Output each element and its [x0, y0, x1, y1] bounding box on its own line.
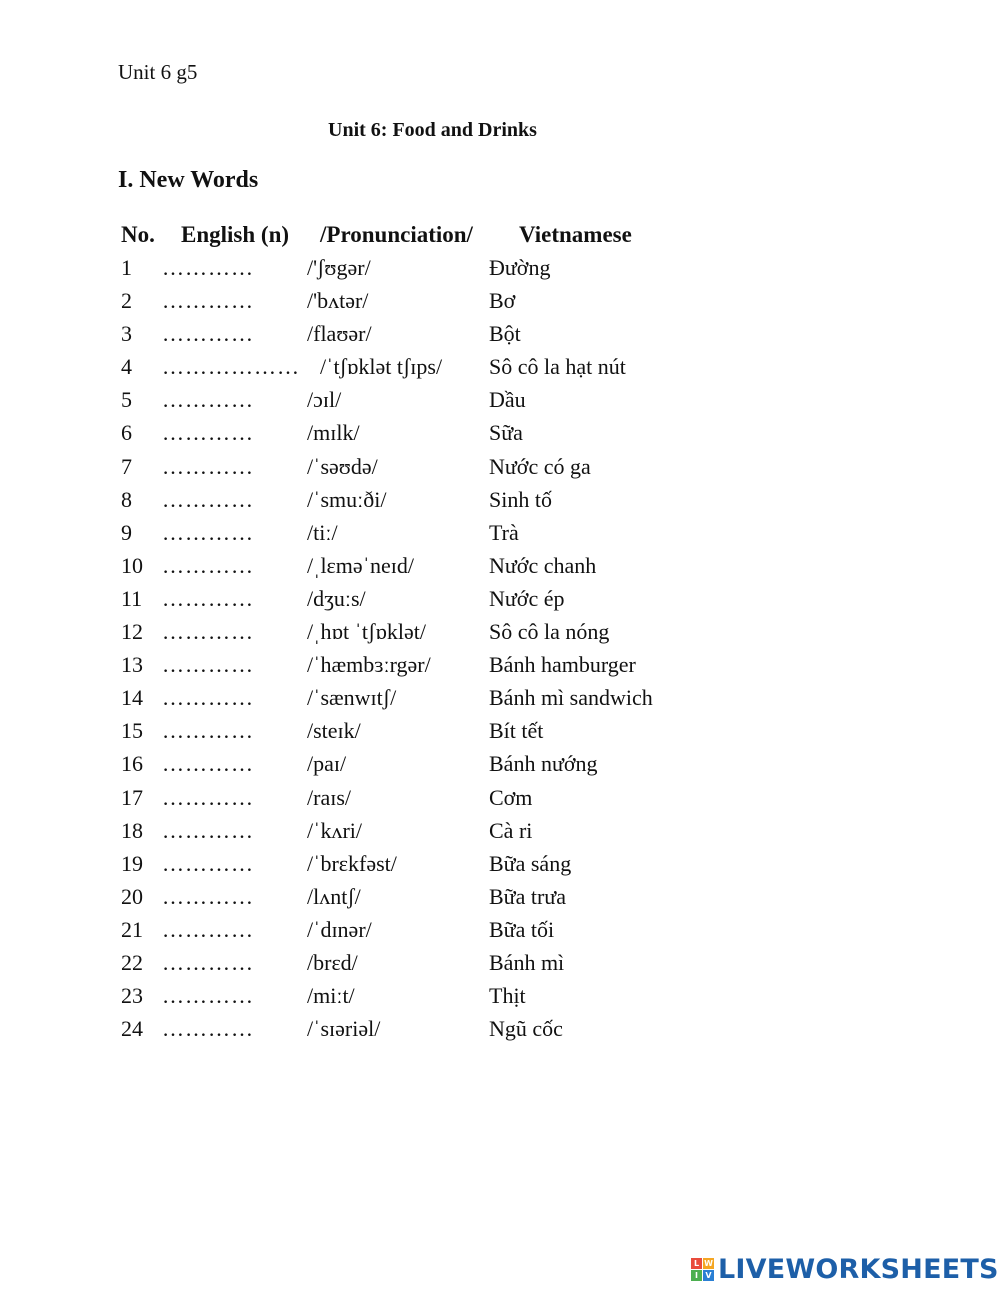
table-row: [0, 354, 1000, 387]
english-blank[interactable]: …………: [162, 916, 254, 942]
pronunciation: /ɔɪl/: [307, 387, 342, 413]
pronunciation: /ˈhæmbɜːrgər/: [307, 652, 431, 678]
row-number: 7: [121, 453, 132, 479]
english-blank[interactable]: …………: [162, 883, 254, 909]
row-number: 6: [121, 420, 132, 446]
english-blank[interactable]: …………: [162, 784, 254, 810]
row-number: 13: [121, 652, 143, 678]
vietnamese-meaning: Ngũ cốc: [489, 1016, 563, 1042]
pronunciation: /ˌhɒt ˈtʃɒklət/: [307, 619, 426, 645]
liveworksheets-logo-icon: [691, 1258, 714, 1281]
vietnamese-meaning: Nước chanh: [489, 552, 597, 578]
vietnamese-meaning: Nước có ga: [489, 453, 591, 479]
vietnamese-meaning: Sô cô la nóng: [489, 619, 610, 645]
table-row: [0, 685, 1000, 718]
pronunciation: /tiː/: [307, 519, 338, 545]
table-row: [0, 520, 1000, 553]
vietnamese-meaning: Bánh mì sandwich: [489, 685, 653, 711]
table-row: [0, 586, 1000, 619]
table-row: [0, 851, 1000, 884]
row-number: 19: [121, 850, 143, 876]
vietnamese-meaning: Bơ: [489, 288, 516, 314]
row-number: 11: [121, 585, 143, 611]
pronunciation: /steɪk/: [307, 718, 361, 744]
table-row: [0, 619, 1000, 652]
vietnamese-meaning: Bột: [489, 321, 521, 347]
table-row: [0, 420, 1000, 453]
table-row: [0, 884, 1000, 917]
vietnamese-meaning: Đường: [489, 255, 551, 280]
pronunciation: /raɪs/: [307, 784, 351, 810]
row-number: 17: [121, 784, 143, 810]
table-row: [0, 718, 1000, 751]
table-row: [0, 487, 1000, 520]
pronunciation: /ˈtʃɒklət tʃɪps/: [320, 354, 443, 380]
vietnamese-meaning: Sô cô la hạt nút: [489, 354, 626, 380]
liveworksheets-logo: [691, 1252, 999, 1286]
table-row: [0, 255, 1000, 288]
pronunciation: /ˈsəʊdə/: [307, 453, 378, 479]
pronunciation: /ˈbrɛkfəst/: [307, 850, 397, 876]
english-blank[interactable]: …………: [162, 387, 254, 413]
pronunciation: /lʌntʃ/: [307, 883, 361, 909]
english-blank[interactable]: …………: [162, 552, 254, 578]
pronunciation: /ˈkʌri/: [307, 817, 362, 843]
vietnamese-meaning: Bữa trưa: [489, 883, 566, 909]
vietnamese-meaning: Bít tết: [489, 718, 544, 744]
table-row: [0, 553, 1000, 586]
english-blank[interactable]: …………: [162, 949, 254, 975]
vietnamese-meaning: Dầu: [489, 387, 526, 413]
english-blank[interactable]: …………: [162, 585, 254, 611]
table-row: [0, 454, 1000, 487]
english-blank[interactable]: …………: [162, 751, 254, 777]
english-blank[interactable]: …………: [162, 619, 254, 645]
pronunciation: /'bʌtər/: [307, 288, 369, 314]
row-number: 2: [121, 288, 132, 314]
row-number: 1: [121, 255, 132, 280]
vietnamese-meaning: Sinh tố: [489, 486, 552, 512]
vietnamese-meaning: Bánh mì: [489, 949, 565, 975]
vietnamese-meaning: Sữa: [489, 420, 523, 446]
english-blank[interactable]: …………: [162, 486, 254, 512]
english-blank[interactable]: …………: [162, 983, 254, 1009]
english-blank[interactable]: …………: [162, 519, 254, 545]
row-number: 20: [121, 883, 143, 909]
english-blank[interactable]: …………: [162, 321, 254, 347]
row-number: 12: [121, 619, 143, 645]
english-blank[interactable]: ………………: [162, 354, 300, 380]
english-blank[interactable]: …………: [162, 288, 254, 314]
logo-square: L: [691, 1258, 702, 1269]
header-no: No.: [121, 222, 155, 247]
row-number: 18: [121, 817, 143, 843]
pronunciation: /dʒuːs/: [307, 585, 366, 611]
vietnamese-meaning: Nước ép: [489, 585, 565, 611]
vietnamese-meaning: Thịt: [489, 983, 526, 1009]
pronunciation: /'ʃʊgər/: [307, 255, 371, 280]
english-blank[interactable]: …………: [162, 718, 254, 744]
row-number: 10: [121, 552, 143, 578]
header-pronunciation: /Pronunciation/: [320, 222, 473, 247]
pronunciation: /ˌlɛməˈneɪd/: [307, 552, 414, 578]
vietnamese-meaning: Bánh nướng: [489, 751, 598, 777]
header-vietnamese: Vietnamese: [519, 222, 632, 247]
pronunciation: /ˈsɪəriəl/: [307, 1016, 381, 1042]
table-row: [0, 652, 1000, 685]
table-row: [0, 321, 1000, 354]
english-blank[interactable]: …………: [162, 1016, 254, 1042]
row-number: 15: [121, 718, 143, 744]
row-number: 24: [121, 1016, 143, 1042]
vietnamese-meaning: Trà: [489, 519, 519, 545]
row-number: 22: [121, 949, 143, 975]
pronunciation: /ˈdɪnər/: [307, 916, 372, 942]
pronunciation: /flaʊər/: [307, 321, 372, 347]
table-row: [0, 983, 1000, 1016]
vietnamese-meaning: Bữa sáng: [489, 850, 572, 876]
row-number: 23: [121, 983, 143, 1009]
row-number: 3: [121, 321, 132, 347]
table-row: [0, 917, 1000, 950]
english-blank[interactable]: …………: [162, 817, 254, 843]
table-row: [0, 818, 1000, 851]
english-blank[interactable]: …………: [162, 652, 254, 678]
pronunciation: /miːt/: [307, 983, 355, 1009]
section-heading: I. New Words: [118, 167, 259, 193]
unit-label: Unit 6 g5: [118, 60, 198, 84]
header-english: English (n): [181, 222, 290, 247]
table-row: [0, 950, 1000, 983]
table-row: [0, 751, 1000, 784]
pronunciation: /ˈsænwɪtʃ/: [307, 685, 397, 711]
english-blank[interactable]: …………: [162, 850, 254, 876]
word-table: [0, 255, 1000, 1049]
table-row: [0, 387, 1000, 420]
page-title: Unit 6: Food and Drinks: [328, 119, 537, 141]
row-number: 9: [121, 519, 132, 545]
row-number: 21: [121, 916, 143, 942]
english-blank[interactable]: …………: [162, 420, 254, 446]
row-number: 14: [121, 685, 143, 711]
row-number: 5: [121, 387, 132, 413]
pronunciation: /ˈsmuːði/: [307, 486, 387, 512]
table-row: [0, 785, 1000, 818]
table-header: [0, 222, 1000, 252]
vietnamese-meaning: Cơm: [489, 784, 533, 810]
pronunciation: /brɛd/: [307, 949, 358, 975]
vietnamese-meaning: Bữa tối: [489, 916, 555, 942]
english-blank[interactable]: …………: [162, 685, 254, 711]
brand-name: LIVEWORKSHEETS: [718, 1253, 999, 1285]
row-number: 8: [121, 486, 132, 512]
vietnamese-meaning: Cà ri: [489, 817, 533, 843]
english-blank[interactable]: …………: [162, 255, 254, 280]
pronunciation: /mɪlk/: [307, 420, 360, 446]
logo-square: W: [704, 1258, 713, 1268]
vietnamese-meaning: Bánh hamburger: [489, 652, 636, 678]
row-number: 16: [121, 751, 143, 777]
row-number: 4: [121, 354, 132, 380]
logo-square: V: [703, 1270, 714, 1281]
english-blank[interactable]: …………: [162, 453, 254, 479]
logo-square: I: [691, 1270, 702, 1281]
table-row: [0, 288, 1000, 321]
table-row: [0, 1016, 1000, 1049]
pronunciation: /paɪ/: [307, 751, 347, 777]
